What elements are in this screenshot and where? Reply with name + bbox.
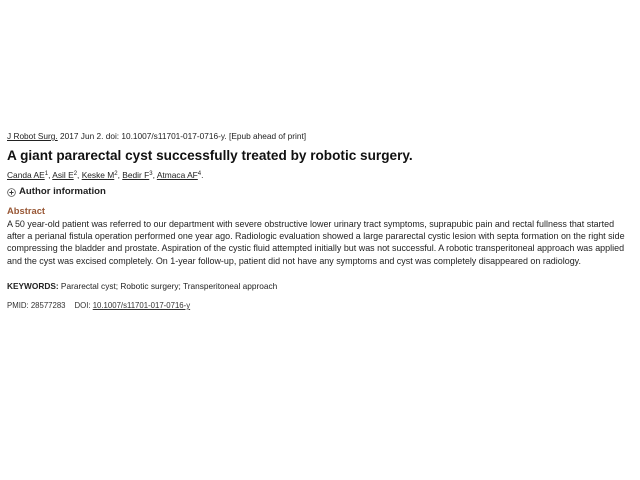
keywords-line [7,281,633,292]
keywords-label: KEYWORDS: [7,280,59,291]
affiliation-number: 4 [197,171,202,177]
author-information-toggle[interactable] [7,186,633,198]
author-separator: , [152,170,157,180]
author-link[interactable]: Asil E [52,170,74,180]
author-separator: , [117,170,123,180]
plus-circle-icon [7,188,16,197]
citation-line [7,131,633,142]
author-separator: . [201,170,204,180]
affiliation-number: 3 [149,171,153,177]
author-list [7,170,633,181]
identifier-line [7,301,633,311]
author-information-label: Author information [19,186,106,197]
doi-link[interactable]: 10.1007/s11701-017-0716-y [92,300,191,310]
author-link[interactable]: Keske M [81,170,115,180]
keywords-text: Pararectal cyst; Robotic surgery; Transperitoneal approach [58,280,278,291]
abstract-text: A 50 year-old patient was referred to our department with severe obstructive lower urinary tract symptoms, suprapubic pain and rectal fullness that started after a perianal fistula operation performed one year ago. Radiologic evaluation showed a large pararectal cystic lesion with septa formation on the right side compressing the bladder and prostate. Aspiration of the cystic fluid attempted initially but was not successful. A robotic transperitoneal approach was applied and the cyst was excised completely. On 1-year follow-up, patient did not have any symptoms and cyst was completely disappeared on radiology. [7,219,625,266]
abstract-heading: Abstract [7,205,46,216]
author-link[interactable]: Atmaca AF [156,170,198,180]
doi-label: DOI: [74,300,93,310]
article-title: A giant pararectal cyst successfully treated by robotic surgery. [7,148,413,163]
journal-link[interactable]: J Robot Surg. [7,131,58,141]
citation-details: 2017 Jun 2. doi: 10.1007/s11701-017-0716-y. [Epub ahead of print] [57,131,307,141]
affiliation-number: 2 [73,171,78,177]
pmid-text: PMID: 28577283 [7,300,66,310]
author-link[interactable]: Bedir F [122,170,150,180]
article-record [7,131,633,311]
affiliation-number: 1 [44,171,49,177]
author-link[interactable]: Canda AE [7,170,45,180]
author-separator: , [48,170,53,180]
affiliation-number: 2 [114,171,118,177]
author-separator: , [77,170,82,180]
